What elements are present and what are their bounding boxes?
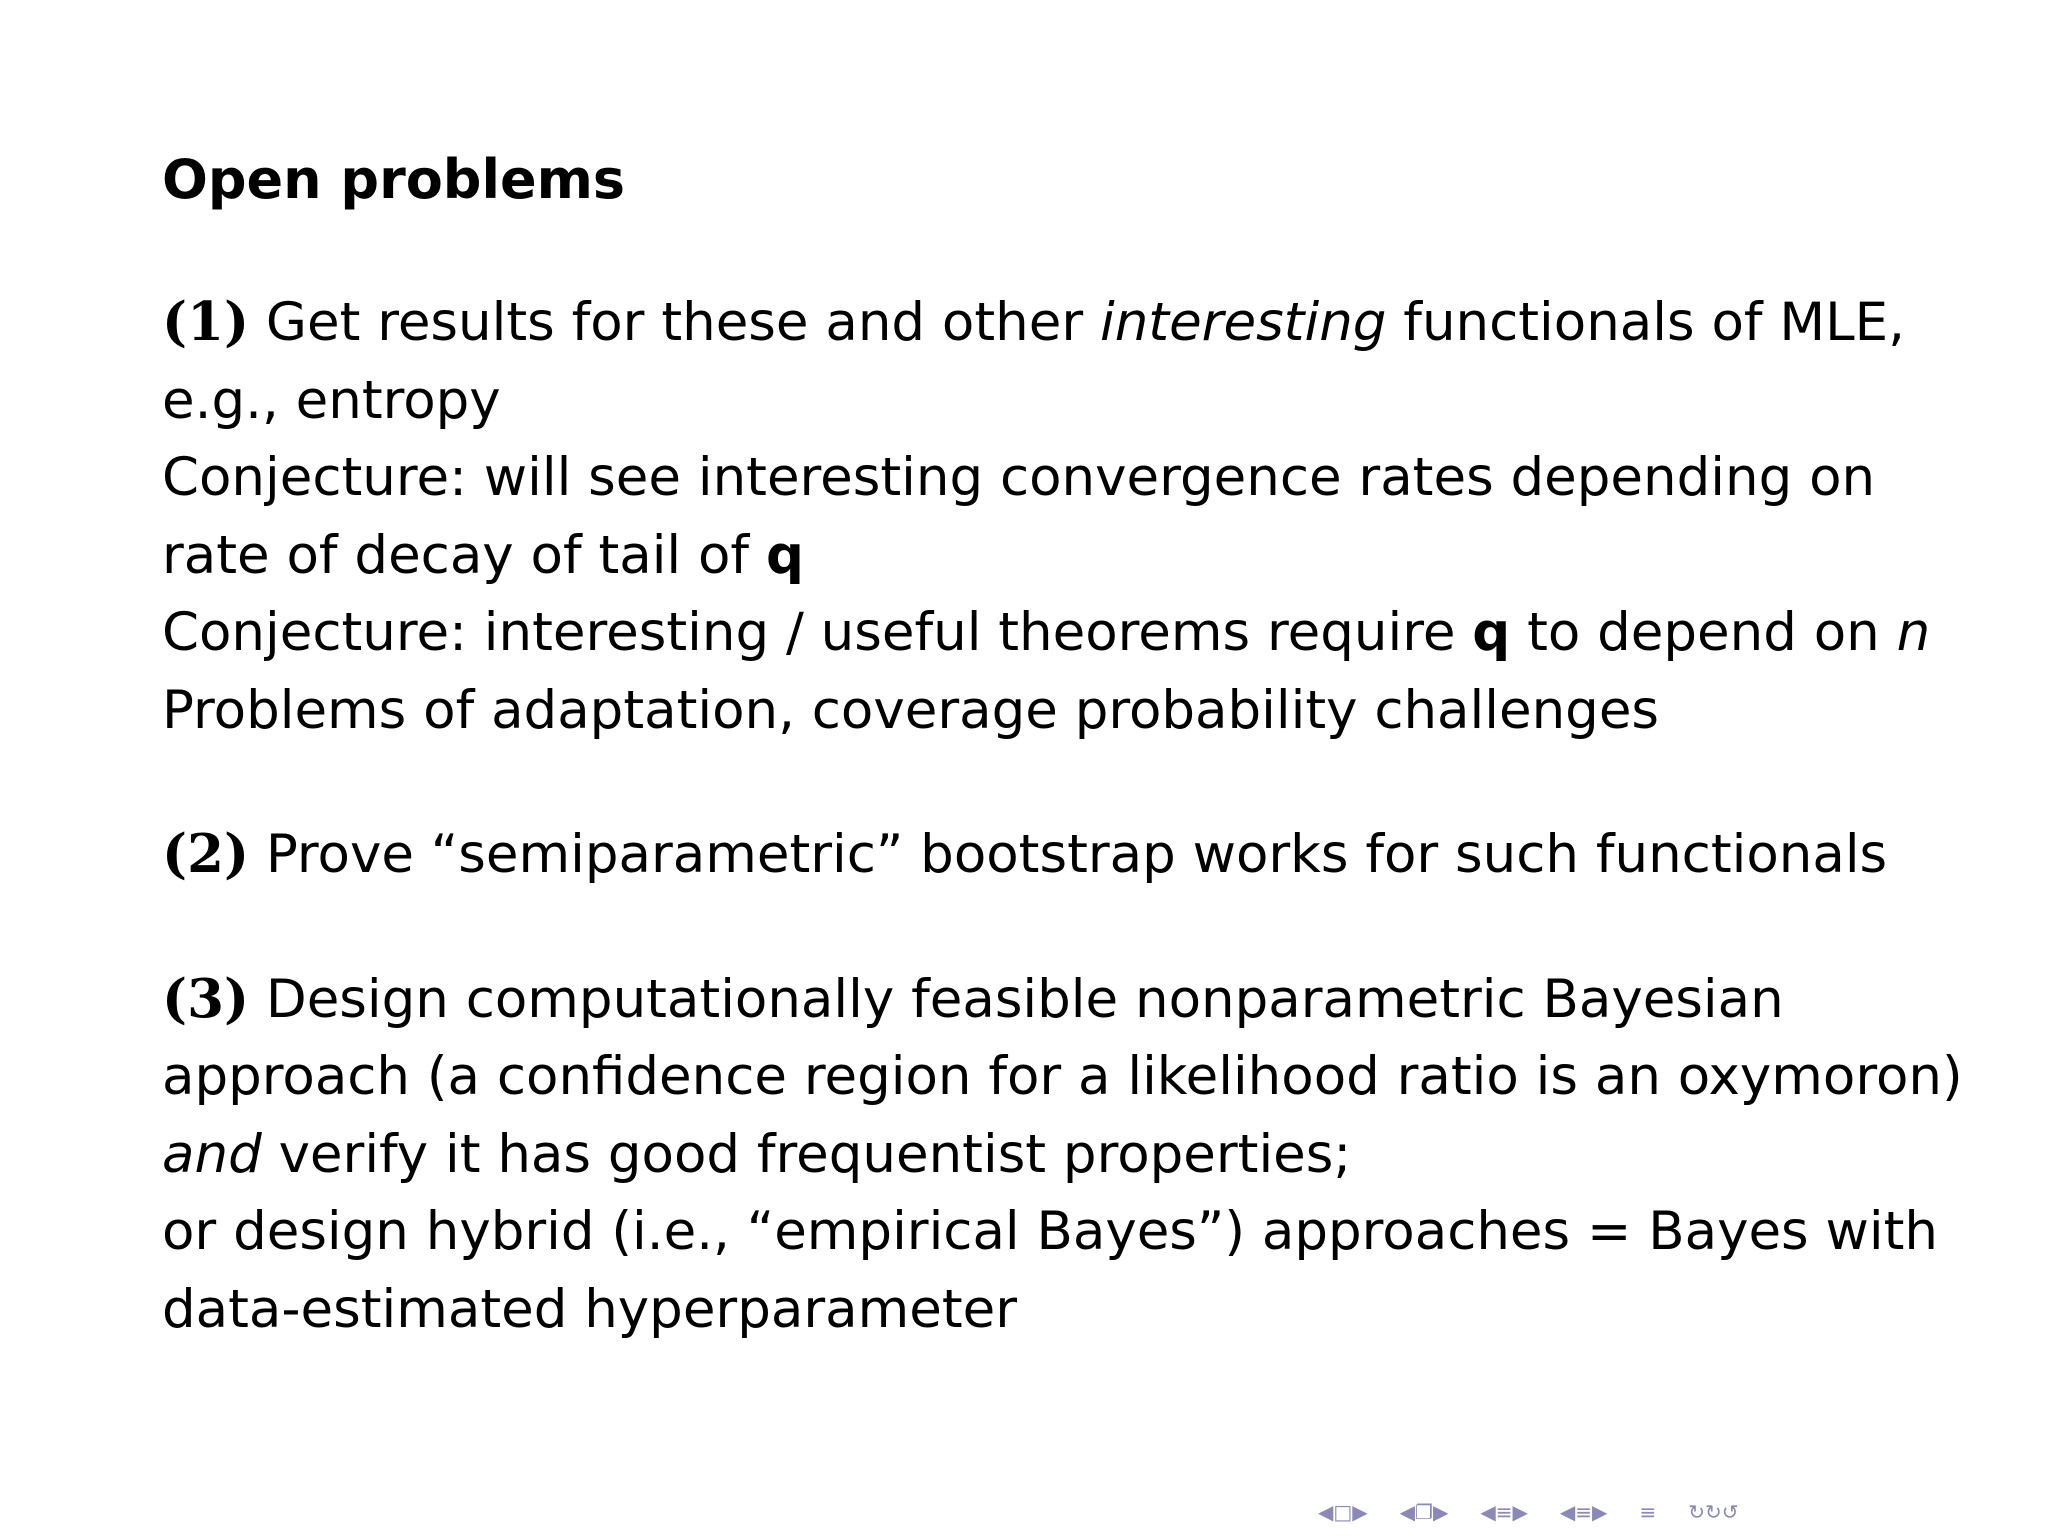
text-run: verify it has good frequentist properties; (261, 1123, 1352, 1185)
text-run: rate of decay of tail of (162, 524, 766, 586)
nav-frame-prev-icon[interactable]: ◀□▶ (1318, 1500, 1368, 1524)
problem-2 (162, 816, 1902, 894)
problem-1-line-4 (162, 517, 1902, 595)
text-run: Design computationally feasible nonparametric Bayesian (265, 968, 1784, 1030)
nav-frame-icon[interactable]: ◀❐▶ (1399, 1500, 1449, 1524)
problem-1-line-5 (162, 594, 1931, 672)
problem-1-line-2: e.g., entropy (162, 369, 501, 431)
text-run: Prove “semiparametric” bootstrap works for such functionals (265, 824, 1888, 885)
problem-3-line-5: data-estimated hyperparameter (162, 1278, 1018, 1340)
problem-2-line-1 (162, 816, 1902, 894)
problem-1 (162, 284, 1931, 749)
math-bold-q: q (1472, 602, 1511, 663)
problem-2-number: (2) (162, 823, 250, 885)
text-run: Get results for these and other (265, 292, 1100, 353)
text-run: to depend on (1510, 602, 1897, 663)
problem-1-number: (1) (162, 291, 250, 353)
text-run: Conjecture: interesting / useful theorems require (162, 602, 1473, 663)
beamer-navigation-bar (1318, 1496, 2028, 1528)
nav-search-icon[interactable]: ↻↻↺ (1688, 1500, 1739, 1524)
problem-3 (162, 961, 1963, 1349)
problem-1-line-1 (162, 284, 1905, 362)
slide-title: Open problems (162, 148, 626, 211)
problem-3-line-1 (162, 961, 1902, 1039)
nav-align-icon[interactable]: ≡ (1639, 1500, 1657, 1524)
nav-subsection-icon[interactable]: ◀≡▶ (1480, 1500, 1528, 1524)
nav-section-icon[interactable]: ◀≡▶ (1559, 1500, 1608, 1524)
math-bold-q: q (765, 524, 804, 586)
slide-content (162, 284, 1963, 1415)
problem-1-line-6: Problems of adaptation, coverage probability challenges (162, 679, 1660, 741)
problem-1-line-3: Conjecture: will see interesting convergence rates depending on (162, 447, 1876, 508)
math-italic-n: n (1896, 602, 1931, 663)
problem-3-line-2: approach (a confidence region for a likelihood ratio is an oxymoron) (162, 1046, 1963, 1107)
problem-3-line-3 (162, 1116, 1902, 1194)
problem-3-number: (3) (162, 967, 250, 1030)
emphasis-text: interesting (1099, 292, 1387, 353)
problem-3-line-4: or design hybrid (i.e., “empirical Bayes”) approaches = Bayes with (162, 1201, 1938, 1262)
emphasis-text: and (162, 1123, 262, 1185)
text-run: functionals of MLE, (1386, 292, 1905, 353)
